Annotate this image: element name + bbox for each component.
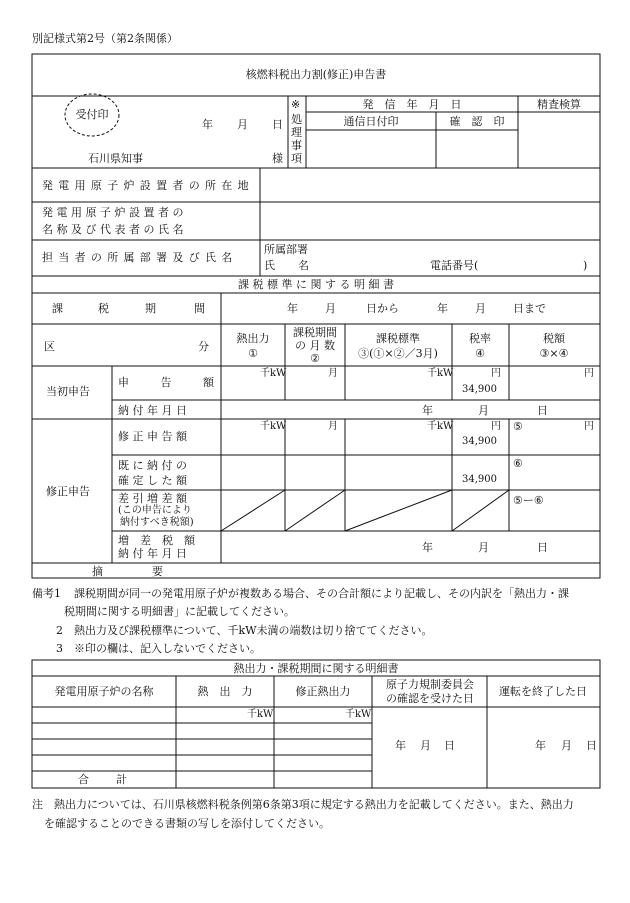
period-value: 年 xyxy=(437,302,448,315)
months-unit: 月 xyxy=(328,368,338,379)
initial-declared-label: 申 告 額 xyxy=(118,376,228,389)
col-months-mark: ② xyxy=(310,352,320,365)
diff-label-1: 差 引 増 差 額 xyxy=(118,492,187,505)
period-value: 日まで xyxy=(513,302,546,315)
person-label-2: 名 xyxy=(298,259,309,272)
initial-group-label: 当初申告 xyxy=(46,385,90,398)
name-label-1: 発 電 用 原 子 炉 設 置 者 の xyxy=(42,206,184,219)
tax-unit: 円 xyxy=(584,368,594,379)
total-label-char: 合 xyxy=(78,773,89,786)
period-value: 月 xyxy=(475,302,486,315)
address-label: 発電用原子炉設置者の所在地 xyxy=(42,179,254,192)
summary-label-char: 要 xyxy=(152,565,163,578)
rate-unit: 円 xyxy=(491,421,501,432)
dept-label: 所属部署 xyxy=(264,243,308,256)
name-label-2: 名 称 及 び 代 表 者 の 氏 名 xyxy=(42,223,184,236)
period-value: 日から xyxy=(366,302,399,315)
initial-paid-date-label: 納 付 年 月 日 xyxy=(118,404,187,417)
confirm-stamp-label: 確 認 印 xyxy=(449,115,505,128)
detail-table-heading: 熱出力・課税期間に関する明細書 xyxy=(233,662,399,675)
period-value: 月 xyxy=(325,302,336,315)
note1-line1: 課税期間が同一の発電用原子炉が複数ある場合、その合計額により記載し、その内訳を「熱出力・課 xyxy=(74,587,569,600)
increase-date-year: 年 xyxy=(422,541,433,554)
tax-mark-5: ⑤ xyxy=(513,420,523,433)
period-label-char: 期 xyxy=(145,302,156,315)
office-use-mark: ※ xyxy=(291,98,301,111)
rate-unit: 円 xyxy=(491,368,501,379)
phone-label: 電話番号( xyxy=(430,259,479,272)
increase-label-1: 増 差 税 額 xyxy=(118,534,195,547)
tax-table-heading: 課 税 標 準 に 関 す る 明 細 書 xyxy=(238,278,394,291)
footer-line1: 注 熱出力については、石川県核燃料税条例第6条第3項に規定する熱出力を記載してください。また、熱出力 xyxy=(32,798,574,811)
end-date-month: 月 xyxy=(561,739,572,752)
col-end-date: 運転を終了した日 xyxy=(499,685,587,698)
filing-day-label: 日 xyxy=(272,118,283,131)
increase-date-day: 日 xyxy=(537,541,548,554)
increase-date-month: 月 xyxy=(478,541,489,554)
tax-unit: 円 xyxy=(584,421,594,432)
contact-label: 担当者の所属部署及び氏名 xyxy=(42,251,238,264)
audit-label: 精査検算 xyxy=(537,98,581,111)
period-label-char: 課 xyxy=(52,302,63,315)
summary-label-char: 摘 xyxy=(92,565,103,578)
standard-unit: 千kW xyxy=(427,421,454,432)
col-thermal-output: 熱 出 力 xyxy=(197,685,253,698)
form-number: 別記様式第2号（第2条関係） xyxy=(32,32,178,45)
note1-line2: 税期間に関する明細書」に記載してください。 xyxy=(64,605,295,618)
tax-rate-value: 34,900 xyxy=(462,474,497,485)
total-label-char: 計 xyxy=(116,773,127,786)
standard-unit: 千kW xyxy=(427,368,454,379)
col-confirm-date-1: 原子力規制委員会 xyxy=(386,678,474,691)
office-use-label-char: 項 xyxy=(291,152,302,165)
increase-label-2: 納 付 年 月 日 xyxy=(118,547,187,560)
col-tax-header: 税額 xyxy=(543,332,565,345)
col-rate-mark: ④ xyxy=(475,347,485,360)
col-reactor-name: 発電用原子炉の名称 xyxy=(54,685,154,698)
diff-label-3: 納付すべき税額) xyxy=(120,517,194,528)
receipt-stamp-label: 受付印 xyxy=(75,108,109,121)
col-tax-formula: ③×④ xyxy=(539,347,569,360)
end-date-year: 年 xyxy=(535,739,546,752)
col-standard-header: 課税標準 xyxy=(376,332,420,345)
output-unit: 千kW xyxy=(260,368,287,379)
office-use-label-char: 理 xyxy=(291,126,302,139)
col-output-header: 熱出力 xyxy=(236,332,270,345)
tax-diff-formula: ⑤ー⑥ xyxy=(513,494,544,507)
col-output-mark: ① xyxy=(248,347,258,360)
col-standard-formula: ③(①×②／3月) xyxy=(358,347,438,360)
col-months-header: 課税期間 xyxy=(293,326,337,339)
output-unit: 千kW xyxy=(260,421,287,432)
confirm-date-month: 月 xyxy=(420,739,431,752)
sent-date-label: 発 信 年 月 日 xyxy=(362,98,462,111)
form-title: 核燃料税出力割(修正)申告書 xyxy=(245,68,387,81)
amended-declared-label: 修 正 申 告 額 xyxy=(118,430,187,443)
note3: 3 ※印の欄は、記入しないでください。 xyxy=(56,642,261,655)
period-label-char: 間 xyxy=(194,302,205,315)
note2: 2 熱出力及び課税標準について、千kW未満の端数は切り捨ててください。 xyxy=(56,624,433,637)
diff-label-2: (この申告により xyxy=(118,505,192,516)
section-label-char: 分 xyxy=(198,340,209,353)
amended-group-label: 修正申告 xyxy=(46,485,90,498)
detail-amended-unit: 千kW xyxy=(345,709,372,720)
paid-date-month: 月 xyxy=(478,404,489,417)
tax-mark-6: ⑥ xyxy=(513,457,523,470)
footer-line2: を確認することのできる書類の写しを添付してください。 xyxy=(44,817,330,830)
col-amended-output: 修正熱出力 xyxy=(295,685,351,698)
paid-label-2: 確 定 し た 額 xyxy=(118,474,187,487)
detail-output-unit: 千kW xyxy=(247,709,274,720)
tax-rate-value: 34,900 xyxy=(462,436,497,447)
months-unit: 月 xyxy=(328,421,338,432)
confirm-date-year: 年 xyxy=(395,739,406,752)
filing-year-label: 年 xyxy=(202,118,213,131)
end-date-day: 日 xyxy=(586,739,597,752)
paid-date-day: 日 xyxy=(537,404,548,417)
person-label-1: 氏 xyxy=(264,259,275,272)
received-stamp-label: 通信日付印 xyxy=(343,115,399,128)
tax-rate-value: 34,900 xyxy=(462,384,497,395)
section-label-char: 区 xyxy=(44,340,55,353)
paid-label-1: 既 に 納 付 の xyxy=(118,459,187,472)
period-label-char: 税 xyxy=(98,302,109,315)
filing-month-label: 月 xyxy=(237,118,248,131)
col-rate-header: 税率 xyxy=(469,332,491,345)
addressee-honorific: 様 xyxy=(272,152,283,165)
note1-prefix: 備考1 xyxy=(32,587,61,600)
confirm-date-day: 日 xyxy=(444,739,455,752)
col-confirm-date-2: の確認を受けた日 xyxy=(386,692,474,705)
period-value: 年 xyxy=(287,302,298,315)
office-use-label-char: 処 xyxy=(291,113,302,126)
col-months-header: の 月 数 xyxy=(295,339,335,352)
addressee: 石川県知事 xyxy=(88,152,143,165)
office-use-label-char: 事 xyxy=(291,139,302,152)
phone-close: ) xyxy=(583,259,588,272)
paid-date-year: 年 xyxy=(422,404,433,417)
